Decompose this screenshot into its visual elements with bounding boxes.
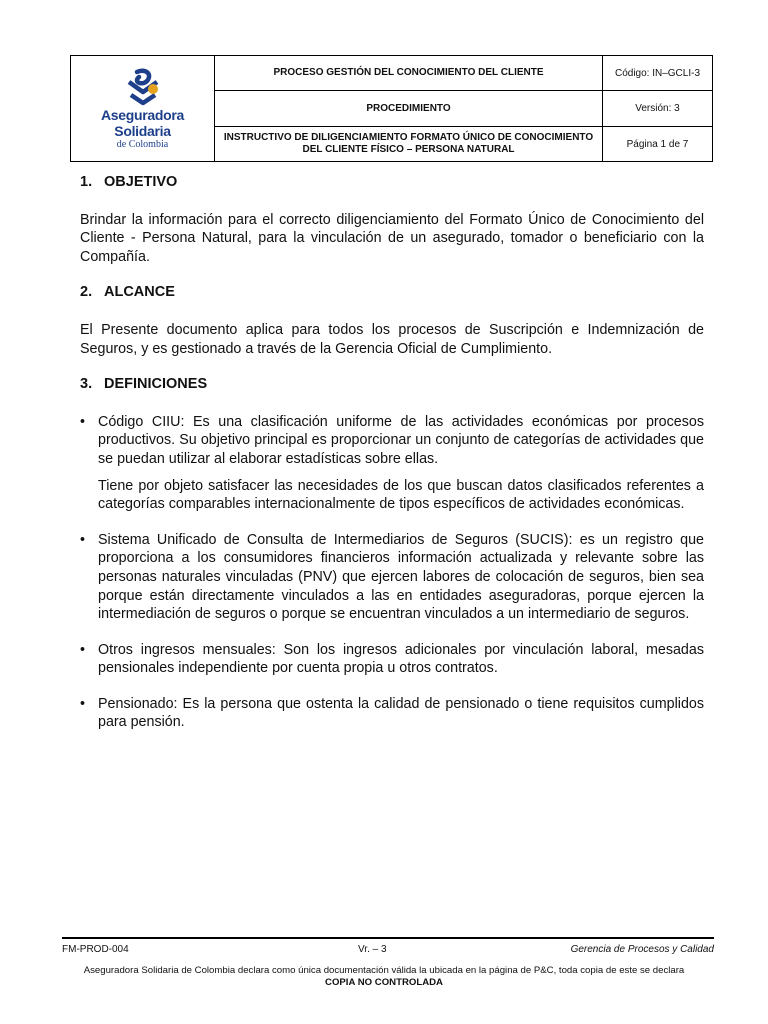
footer-divider bbox=[62, 937, 714, 939]
definition-text: Pensionado: Es la persona que ostenta la calidad de pensionado o tiene requisitos cumplidos para pensión. bbox=[98, 695, 704, 731]
disclaimer-text: Aseguradora Solidaria de Colombia declara como única documentación válida la ubicada en la página de P&C, toda copia de este se declara bbox=[83, 965, 685, 976]
document-type: PROCEDIMIENTO bbox=[215, 91, 603, 127]
list-item bbox=[80, 531, 704, 624]
definition-text: Código CIIU: Es una clasificación uniforme de las actividades económicas por procesos productivos. Su objetivo principal es proporcionar un conjunto de categorías de actividades que se puedan utilizar al elaborar estadísticas sobre ellas. bbox=[98, 413, 704, 467]
process-title: PROCESO GESTIÓN DEL CONOCIMIENTO DEL CLIENTE bbox=[215, 56, 603, 91]
company-logo bbox=[71, 68, 214, 150]
list-item bbox=[80, 413, 704, 514]
definitions-list bbox=[80, 413, 704, 732]
logo-emblem-icon bbox=[123, 68, 163, 106]
footer-area: Gerencia de Procesos y Calidad bbox=[570, 944, 714, 955]
section-number: 1. bbox=[80, 174, 93, 190]
section-title: ALCANCE bbox=[104, 284, 175, 301]
objetivo-text: Brindar la información para el correcto diligenciamiento del Formato Único de Conocimiento del Cliente - Persona Natural, para la vinculación de un asegurado, tomador o beneficiario con la Compañía. bbox=[80, 211, 704, 265]
section-heading-objetivo bbox=[80, 173, 704, 192]
section-number: 2. bbox=[80, 284, 93, 301]
logo-cell bbox=[71, 56, 215, 162]
section-title: OBJETIVO bbox=[104, 174, 178, 190]
definition-text: Otros ingresos mensuales: Son los ingresos adicionales por vinculación laboral, mesadas pensionales independiente por cuenta propia u otros contratos. bbox=[98, 641, 704, 677]
alcance-text: El Presente documento aplica para todos los procesos de Suscripción e Indemnización de Seguros, y es gestionado a través de la Gerencia Oficial de Cumplimiento. bbox=[80, 321, 704, 357]
bullet-icon: • bbox=[80, 413, 86, 430]
bullet-icon: • bbox=[80, 531, 86, 548]
document-title: INSTRUCTIVO DE DILIGENCIAMIENTO FORMATO ÚNICO DE CONOCIMIENTO DEL CLIENTE FÍSICO – PERSONA NATURAL bbox=[215, 127, 603, 162]
section-title: DEFINICIONES bbox=[104, 376, 208, 393]
section-heading-alcance bbox=[80, 283, 704, 302]
footer bbox=[62, 944, 714, 958]
footer-disclaimer bbox=[40, 965, 728, 989]
uncontrolled-copy-label: COPIA NO CONTROLADA bbox=[325, 977, 443, 988]
bullet-icon: • bbox=[80, 641, 86, 658]
document-version: Versión: 3 bbox=[603, 91, 713, 127]
bullet-icon: • bbox=[80, 695, 86, 712]
list-item bbox=[80, 695, 704, 732]
list-item bbox=[80, 641, 704, 678]
logo-company-name: Aseguradora Solidaria bbox=[100, 106, 185, 139]
page-number: Página 1 de 7 bbox=[603, 127, 713, 162]
footer-version: Vr. – 3 bbox=[358, 944, 387, 955]
definition-text: Tiene por objeto satisfacer las necesidades de los que buscan datos clasificados referentes a categorías comparables internacionalmente de tipos específicos de actividades económicas. bbox=[98, 477, 704, 513]
document-body bbox=[80, 173, 704, 732]
section-heading-definiciones bbox=[80, 375, 704, 394]
footer-form-code: FM-PROD-004 bbox=[62, 944, 129, 955]
definition-text: Sistema Unificado de Consulta de Intermediarios de Seguros (SUCIS): es un registro que proporciona a los consumidores financieros información actualizada y relevante sobre las personas naturales vinculadas (PNV) que ejercen labores de colocación de seguros, bien sea porque están directamente vinculados a las en entidades aseguradoras, porque ejercen la intermediación de seguros o porque se encuentran vinculados a un intermediario de seguros. bbox=[98, 531, 704, 623]
section-number: 3. bbox=[80, 376, 93, 393]
document-header bbox=[70, 55, 713, 162]
document-code: Código: IN–GCLI-3 bbox=[603, 56, 713, 91]
logo-company-sub: de Colombia bbox=[116, 138, 169, 150]
